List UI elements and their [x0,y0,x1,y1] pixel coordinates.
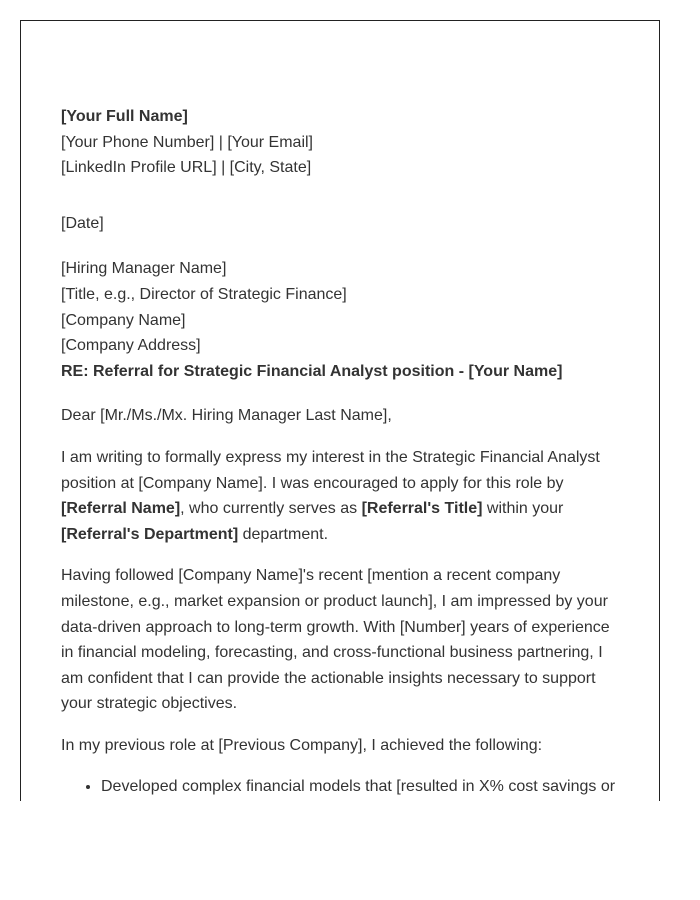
paragraph-motivation: Having followed [Company Name]'s recent [mention a recent company milestone, e.g., market expansion or product launch], I am impressed by your data-driven approach to long-term growth. With [Number] years of experience in financial modeling, forecasting, and cross-functional business partnering, I am confident that I can provide the actionable insights necessary to support your strategic objectives. [61,567,610,713]
paragraph-achievements-intro: In my previous role at [Previous Company], I achieved the following: [61,736,543,754]
intro-text-c: within your [482,500,564,518]
intro-text-a: I am writing to formally express my interest in the Strategic Financial Analyst position at [Company Name]. I was encouraged to apply for this role by [61,448,600,492]
referral-name: [Referral Name] [61,500,181,518]
intro-text-b: , who currently serves as [180,500,362,518]
sender-block [61,104,621,181]
sender-contact: [Your Phone Number] | [Your Email] [61,133,313,151]
paragraph-intro [61,445,621,547]
letter-content [61,104,621,800]
salutation: Dear [Mr./Ms./Mx. Hiring Manager Last Name], [61,407,392,425]
letter-date: [Date] [61,214,104,232]
recipient-name: [Hiring Manager Name] [61,260,227,278]
recipient-address: [Company Address] [61,337,201,355]
sender-location: [LinkedIn Profile URL] | [City, State] [61,159,312,177]
recipient-title: [Title, e.g., Director of Strategic Finance] [61,285,347,303]
recipient-company: [Company Name] [61,311,186,329]
letter-page [20,20,660,801]
subject-line: RE: Referral for Strategic Financial Analyst position - [Your Name] [61,362,563,380]
recipient-block [61,256,621,384]
referral-department: [Referral's Department] [61,525,239,543]
intro-text-d: department. [238,525,329,543]
referral-title: [Referral's Title] [361,500,483,518]
sender-name: [Your Full Name] [61,108,188,125]
list-item: • Developed complex financial models that [resulted in X% cost savings or [101,774,621,800]
achievements-list [61,774,621,800]
